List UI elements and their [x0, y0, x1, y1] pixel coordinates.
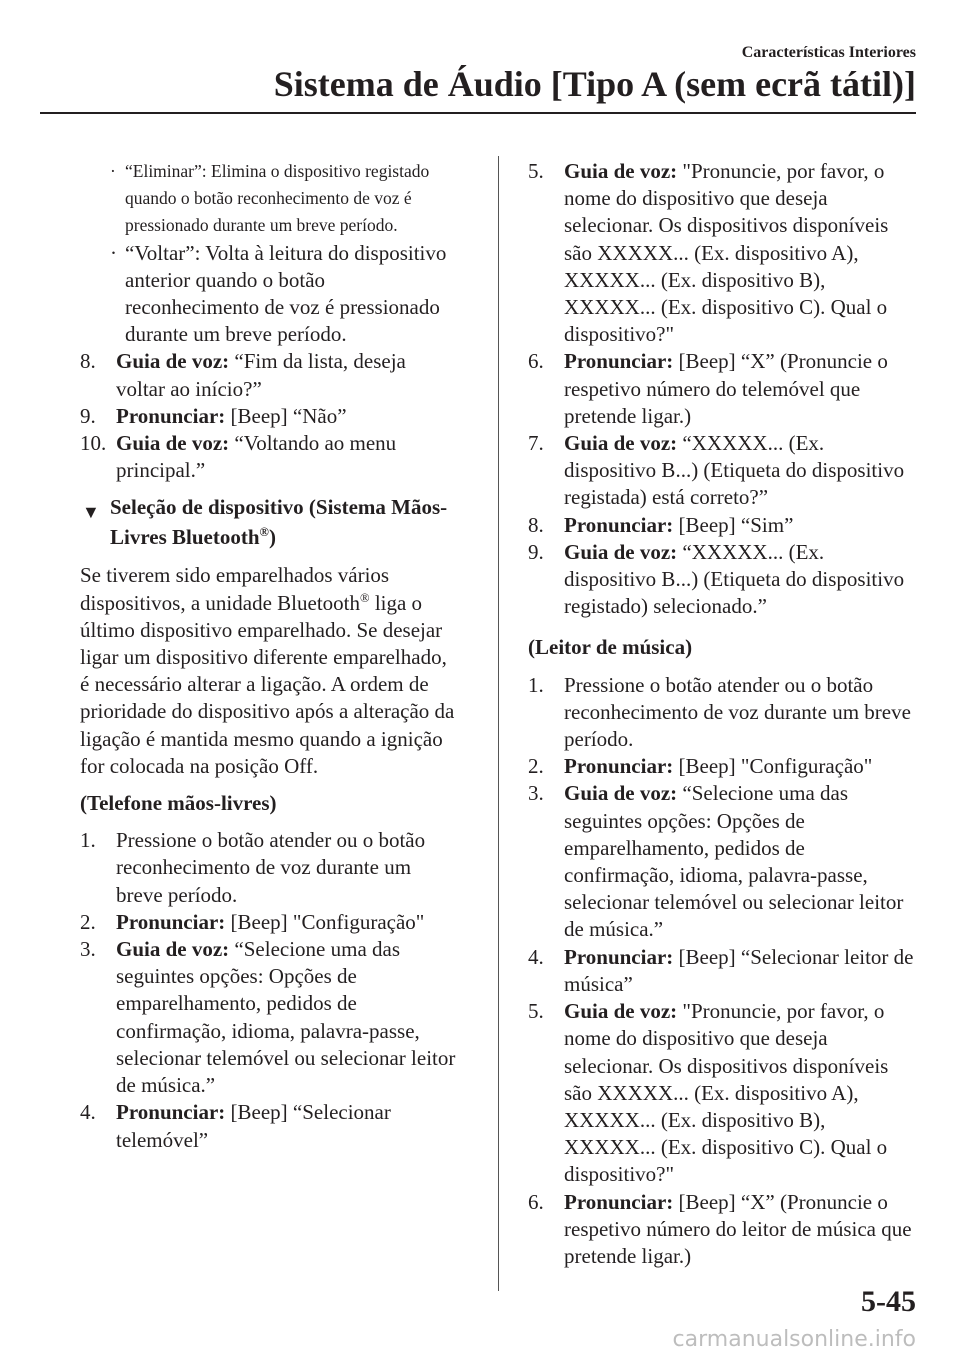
step-number: 8. — [80, 349, 96, 374]
step-text: “Selecione uma das seguintes opções: Opções de emparelhamento, pedidos de confirmação, idioma, palavra-passe, selecionar telemóvel ou selecionar leitor de música.” — [116, 937, 456, 1098]
step-text: Pressione o botão atender ou o botão reconhecimento de voz durante um breve período. — [116, 828, 426, 907]
step-text: Pressione o botão atender ou o botão reconhecimento de voz durante um breve período. — [564, 672, 911, 752]
step-item — [80, 827, 460, 909]
step-label: Guia de voz: — [564, 431, 678, 456]
step-label: Pronunciar: — [564, 512, 674, 537]
page-title: Sistema de Áudio [Tipo A (sem ecrã tátil)] — [273, 64, 916, 104]
step-item — [528, 780, 916, 943]
step-text: “Selecione uma das seguintes opções: Opções de emparelhamento, pedidos de confirmação, idioma, palavra-passe, selecionar telemóvel ou selecionar leitor de música.” — [564, 781, 904, 942]
step-label: Guia de voz: — [564, 159, 678, 183]
step-item — [80, 1099, 460, 1153]
step-text: [Beep] “Sim” — [673, 512, 794, 537]
step-number: 2. — [528, 754, 544, 779]
step-text: “XXXXX... (Ex. dispositivo B...) (Etiqueta do dispositivo registada) está correto?” — [564, 431, 905, 510]
step-text: “Voltando ao menu principal.” — [116, 431, 397, 483]
body-paragraph: Se tiverem sido emparelhados vários dispositivos, a unidade Bluetooth® liga o último dispositivo emparelhado. Se desejar ligar um dispositivo diferente emparelhado, é necessário alterar a ligação. A ordem de prioridade do dispositivo após a alteração da ligação é mantida mesmo quando a ignição for colocada na posição Off. — [80, 563, 455, 778]
step-number: 10. — [80, 431, 107, 456]
step-number: 1. — [528, 672, 544, 697]
step-number: 3. — [528, 781, 544, 806]
step-label: Pronunciar: — [116, 909, 226, 934]
step-text: "Pronuncie, por favor, o nome do dispositivo que deseja selecionar. Os dispositivos disponíveis são XXXXX... (Ex. dispositivo A), XXXXX... (Ex. dispositivo B), XXXXX... (Ex. dispositivo C). Qual o dispositivo?" — [564, 999, 889, 1187]
step-text: [Beep] "Configuração" — [673, 754, 873, 779]
step-number: 4. — [528, 944, 544, 969]
step-list — [528, 672, 916, 1270]
step-item — [80, 909, 460, 936]
step-number: 9. — [528, 539, 544, 564]
watermark: carmanualsonline.info — [672, 1327, 916, 1352]
step-text: [Beep] “X” (Pronuncie o respetivo número do telemóvel que pretende ligar.) — [564, 349, 888, 428]
subheading: (Leitor de música) — [528, 635, 693, 660]
step-label: Pronunciar: — [564, 1189, 674, 1214]
step-text: [Beep] “Não” — [225, 403, 347, 428]
step-item — [80, 348, 460, 402]
step-item — [528, 1189, 916, 1271]
step-item — [528, 430, 916, 512]
step-number: 2. — [80, 909, 96, 934]
step-label: Guia de voz: — [116, 431, 230, 456]
step-number: 5. — [528, 159, 544, 183]
step-number: 9. — [80, 403, 96, 428]
step-number: 5. — [528, 999, 544, 1024]
step-label: Pronunciar: — [116, 1100, 226, 1125]
step-text: [Beep] "Configuração" — [225, 909, 425, 934]
step-number: 7. — [528, 431, 544, 456]
subheading: (Telefone mãos-livres) — [80, 791, 277, 816]
step-label: Pronunciar: — [116, 403, 226, 428]
step-number: 4. — [80, 1100, 96, 1125]
step-item — [528, 539, 916, 621]
step-number: 8. — [528, 512, 544, 537]
bullet-item: · “Eliminar”: Elimina o dispositivo registado quando o botão reconhecimento de voz é pressionado durante um breve período. — [110, 161, 430, 236]
step-item — [528, 944, 916, 998]
step-item — [528, 998, 916, 1188]
section-label: Características Interiores — [741, 44, 916, 61]
step-item — [528, 753, 916, 780]
step-label: Pronunciar: — [564, 944, 674, 969]
step-label: Pronunciar: — [564, 349, 674, 374]
step-label: Guia de voz: — [564, 539, 678, 564]
step-item — [528, 158, 916, 348]
step-item — [80, 936, 460, 1099]
left-column — [80, 158, 460, 1154]
right-column — [528, 158, 916, 1270]
step-list — [528, 158, 916, 620]
step-label: Pronunciar: — [564, 754, 674, 779]
header-rule — [40, 112, 916, 114]
step-item — [528, 672, 916, 754]
step-number: 6. — [528, 1189, 544, 1214]
step-number: 1. — [80, 828, 96, 853]
step-item — [528, 348, 916, 430]
step-list — [80, 348, 460, 484]
step-text: “XXXXX... (Ex. dispositivo B...) (Etiqueta do dispositivo registado) selecionado.” — [564, 539, 905, 619]
step-text: [Beep] “X” (Pronuncie o respetivo número do leitor de música que pretende ligar.) — [564, 1189, 912, 1268]
step-item — [80, 403, 460, 430]
step-text: [Beep] “Selecionar leitor de música” — [564, 944, 914, 996]
step-label: Guia de voz: — [564, 999, 678, 1024]
step-label: Guia de voz: — [564, 781, 678, 806]
step-item — [80, 430, 460, 484]
triangle-marker-icon: ▼ — [82, 502, 100, 523]
step-label: Guia de voz: — [116, 937, 230, 962]
column-divider — [498, 156, 499, 1291]
step-text: "Pronuncie, por favor, o nome do dispositivo que deseja selecionar. Os dispositivos disponíveis são XXXXX... (Ex. dispositivo A), XXXXX... (Ex. dispositivo B), XXXXX... (Ex. dispositivo C). Qual o dispositivo?" — [564, 159, 889, 347]
step-item — [528, 512, 916, 539]
section-heading: ▼ Seleção de dispositivo (Sistema Mãos-Livres Bluetooth®) — [82, 495, 448, 550]
bullet-item: · “Voltar”: Volta à leitura do dispositivo anterior quando o botão reconhecimento de voz é pressionado durante um breve período. — [110, 240, 447, 347]
page-number: 5-45 — [861, 1285, 916, 1318]
step-number: 3. — [80, 937, 96, 962]
step-number: 6. — [528, 349, 544, 374]
step-label: Guia de voz: — [116, 349, 230, 374]
step-text: [Beep] “Selecionar telemóvel” — [116, 1100, 391, 1152]
step-text: “Fim da lista, deseja voltar ao início?” — [116, 349, 406, 401]
step-list — [80, 827, 460, 1153]
